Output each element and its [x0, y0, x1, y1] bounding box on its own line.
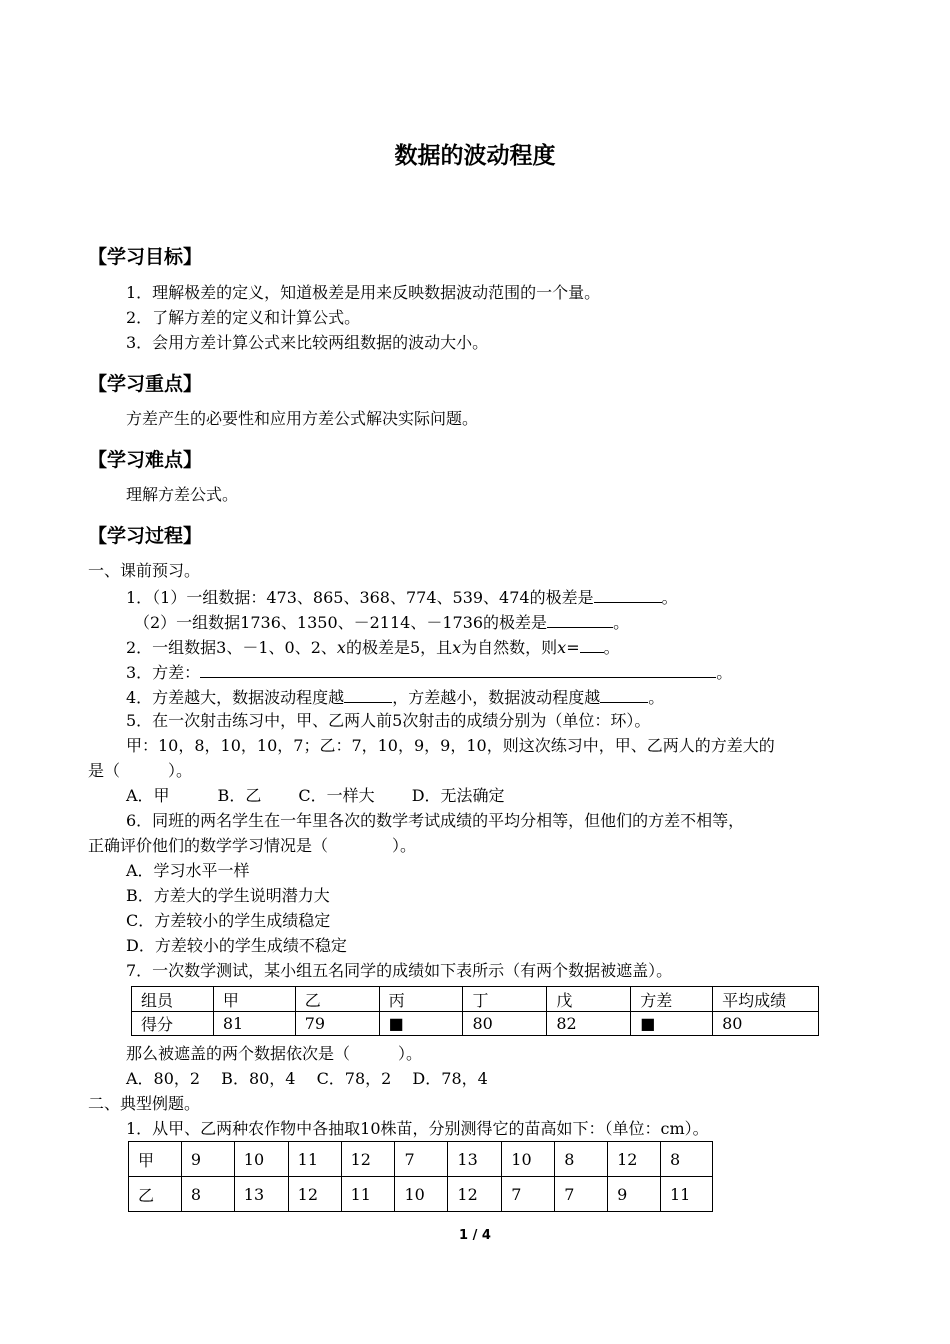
table-cell: 82	[547, 1012, 631, 1036]
table-row	[129, 1142, 713, 1177]
example-1-line: 1．从甲、乙两种农作物中各抽取10株苗，分别测得它的苗高如下：（单位：cm）。	[126, 1119, 709, 1138]
table-cell: 12	[448, 1177, 502, 1212]
table-cell: 甲	[129, 1142, 182, 1177]
table-cell: 9	[181, 1142, 234, 1177]
question-2	[126, 636, 620, 658]
key-point-text: 方差产生的必要性和应用方差公式解决实际问题。	[126, 409, 479, 428]
question-3-text: 3．方差：	[126, 663, 201, 682]
table-cell: 11	[341, 1177, 395, 1212]
objective-1: 1．理解极差的定义，知道极差是用来反映数据波动范围的一个量。	[126, 283, 601, 302]
question-6-option-a: A．学习水平一样	[126, 861, 250, 880]
question-1-2	[134, 611, 629, 633]
table-cell: 10	[502, 1142, 555, 1177]
question-2-mid2: 为自然数，则	[461, 638, 558, 657]
table-cell: 乙	[129, 1177, 182, 1212]
table-cell: 12	[608, 1142, 661, 1177]
question-6-line-1: 6．同班的两名学生在一年里各次的数学考试成绩的平均分相等，但他们的方差不相等，	[126, 811, 745, 830]
question-4	[126, 686, 664, 708]
question-4-text-b: ，方差越小，数据波动程度越	[392, 688, 601, 707]
answer-blank	[580, 636, 604, 653]
question-7-line-2: 那么被遮盖的两个数据依次是（ ）。	[126, 1044, 423, 1063]
question-2-eq: =	[566, 638, 580, 657]
table-cell: 丁	[463, 987, 547, 1012]
table-cell: 9	[608, 1177, 661, 1212]
seedling-height-table	[128, 1141, 713, 1212]
table-cell: ■	[631, 1012, 713, 1036]
question-3-end: 。	[716, 663, 733, 682]
answer-blank	[594, 586, 662, 603]
table-cell: 13	[234, 1177, 288, 1212]
answer-blank	[600, 686, 648, 703]
table-cell: 7	[502, 1177, 555, 1212]
objective-3: 3．会用方差计算公式来比较两组数据的波动大小。	[126, 333, 489, 352]
table-cell: 戊	[547, 987, 631, 1012]
question-2-text: 2．一组数据3、－1、0、2、	[126, 638, 337, 657]
answer-blank	[547, 611, 613, 628]
table-cell: 7	[395, 1142, 448, 1177]
question-5-line-1: 5．在一次射击练习中，甲、乙两人前5次射击的成绩分别为（单位：环）。	[126, 711, 651, 730]
table-cell: 得分	[132, 1012, 214, 1036]
table-cell: 80	[713, 1012, 819, 1036]
question-6-option-d: D．方差较小的学生成绩不稳定	[126, 936, 347, 955]
variable-x: x	[557, 638, 567, 657]
question-4-text-a: 4．方差越大，数据波动程度越	[126, 688, 345, 707]
table-cell: ■	[379, 1012, 463, 1036]
table-row	[129, 1177, 713, 1212]
table-row	[132, 987, 819, 1012]
table-cell: 81	[213, 1012, 295, 1036]
table-cell: 方差	[631, 987, 713, 1012]
table-cell: 平均成绩	[713, 987, 819, 1012]
heading-key-points: 【学习重点】	[88, 373, 203, 395]
part2-title: 二、典型例题。	[88, 1094, 201, 1113]
table-cell: 甲	[213, 987, 295, 1012]
question-6-option-c: C．方差较小的学生成绩稳定	[126, 911, 331, 930]
objective-2: 2．了解方差的定义和计算公式。	[126, 308, 361, 327]
part1-title: 一、课前预习。	[88, 561, 201, 580]
table-cell: 8	[181, 1177, 234, 1212]
table-row	[132, 1012, 819, 1036]
table-cell: 12	[341, 1142, 395, 1177]
answer-blank	[344, 686, 392, 703]
table-cell: 12	[288, 1177, 341, 1212]
table-cell: 丙	[379, 987, 463, 1012]
question-3	[126, 661, 732, 683]
question-2-mid: 的极差是5，且	[345, 638, 453, 657]
table-cell: 10	[395, 1177, 448, 1212]
heading-objectives: 【学习目标】	[88, 246, 203, 268]
heading-process: 【学习过程】	[88, 525, 203, 547]
answer-blank	[200, 661, 716, 678]
question-1-2-end: 。	[613, 613, 630, 632]
question-5-line-2: 甲：10，8，10，10，7；乙：7，10，9，9，10，则这次练习中，甲、乙两人的方差大的	[126, 736, 775, 755]
question-2-end: 。	[603, 638, 620, 657]
question-5-line-3: 是（ ）。	[88, 761, 193, 780]
question-1-1-end: 。	[661, 588, 678, 607]
variable-x: x	[452, 638, 462, 657]
table-cell: 13	[448, 1142, 502, 1177]
table-cell: 7	[555, 1177, 608, 1212]
question-7-line-1: 7．一次数学测试，某小组五名同学的成绩如下表所示（有两个数据被遮盖）。	[126, 961, 673, 980]
table-cell: 8	[555, 1142, 608, 1177]
table-cell: 79	[295, 1012, 379, 1036]
question-1-1-text: 1．（1）一组数据：473、865、368、774、539、474的极差是	[126, 588, 594, 607]
table-cell: 10	[234, 1142, 288, 1177]
table-cell: 乙	[295, 987, 379, 1012]
page-title: 数据的波动程度	[394, 143, 556, 169]
table-cell: 11	[288, 1142, 341, 1177]
score-table	[131, 986, 819, 1036]
question-7-options: A．80，2 B．80，4 C．78，2 D．78，4	[126, 1069, 488, 1088]
question-6-line-2: 正确评价他们的数学学习情况是（ ）。	[88, 836, 417, 855]
question-6-option-b: B．方差大的学生说明潜力大	[126, 886, 330, 905]
heading-difficulties: 【学习难点】	[88, 449, 203, 471]
question-1-2-text: （2）一组数据1736、1350、－2114、－1736的极差是	[134, 613, 548, 632]
table-cell: 80	[463, 1012, 547, 1036]
table-cell: 11	[660, 1177, 712, 1212]
question-1-1	[126, 586, 678, 608]
difficulty-text: 理解方差公式。	[126, 485, 239, 504]
table-cell: 组员	[132, 987, 214, 1012]
question-5-options: A．甲 B．乙 C．一样大 D．无法确定	[126, 786, 505, 805]
table-cell: 8	[660, 1142, 712, 1177]
page-number: 1 / 4	[459, 1228, 491, 1243]
variable-x: x	[336, 638, 346, 657]
question-4-end: 。	[648, 688, 665, 707]
